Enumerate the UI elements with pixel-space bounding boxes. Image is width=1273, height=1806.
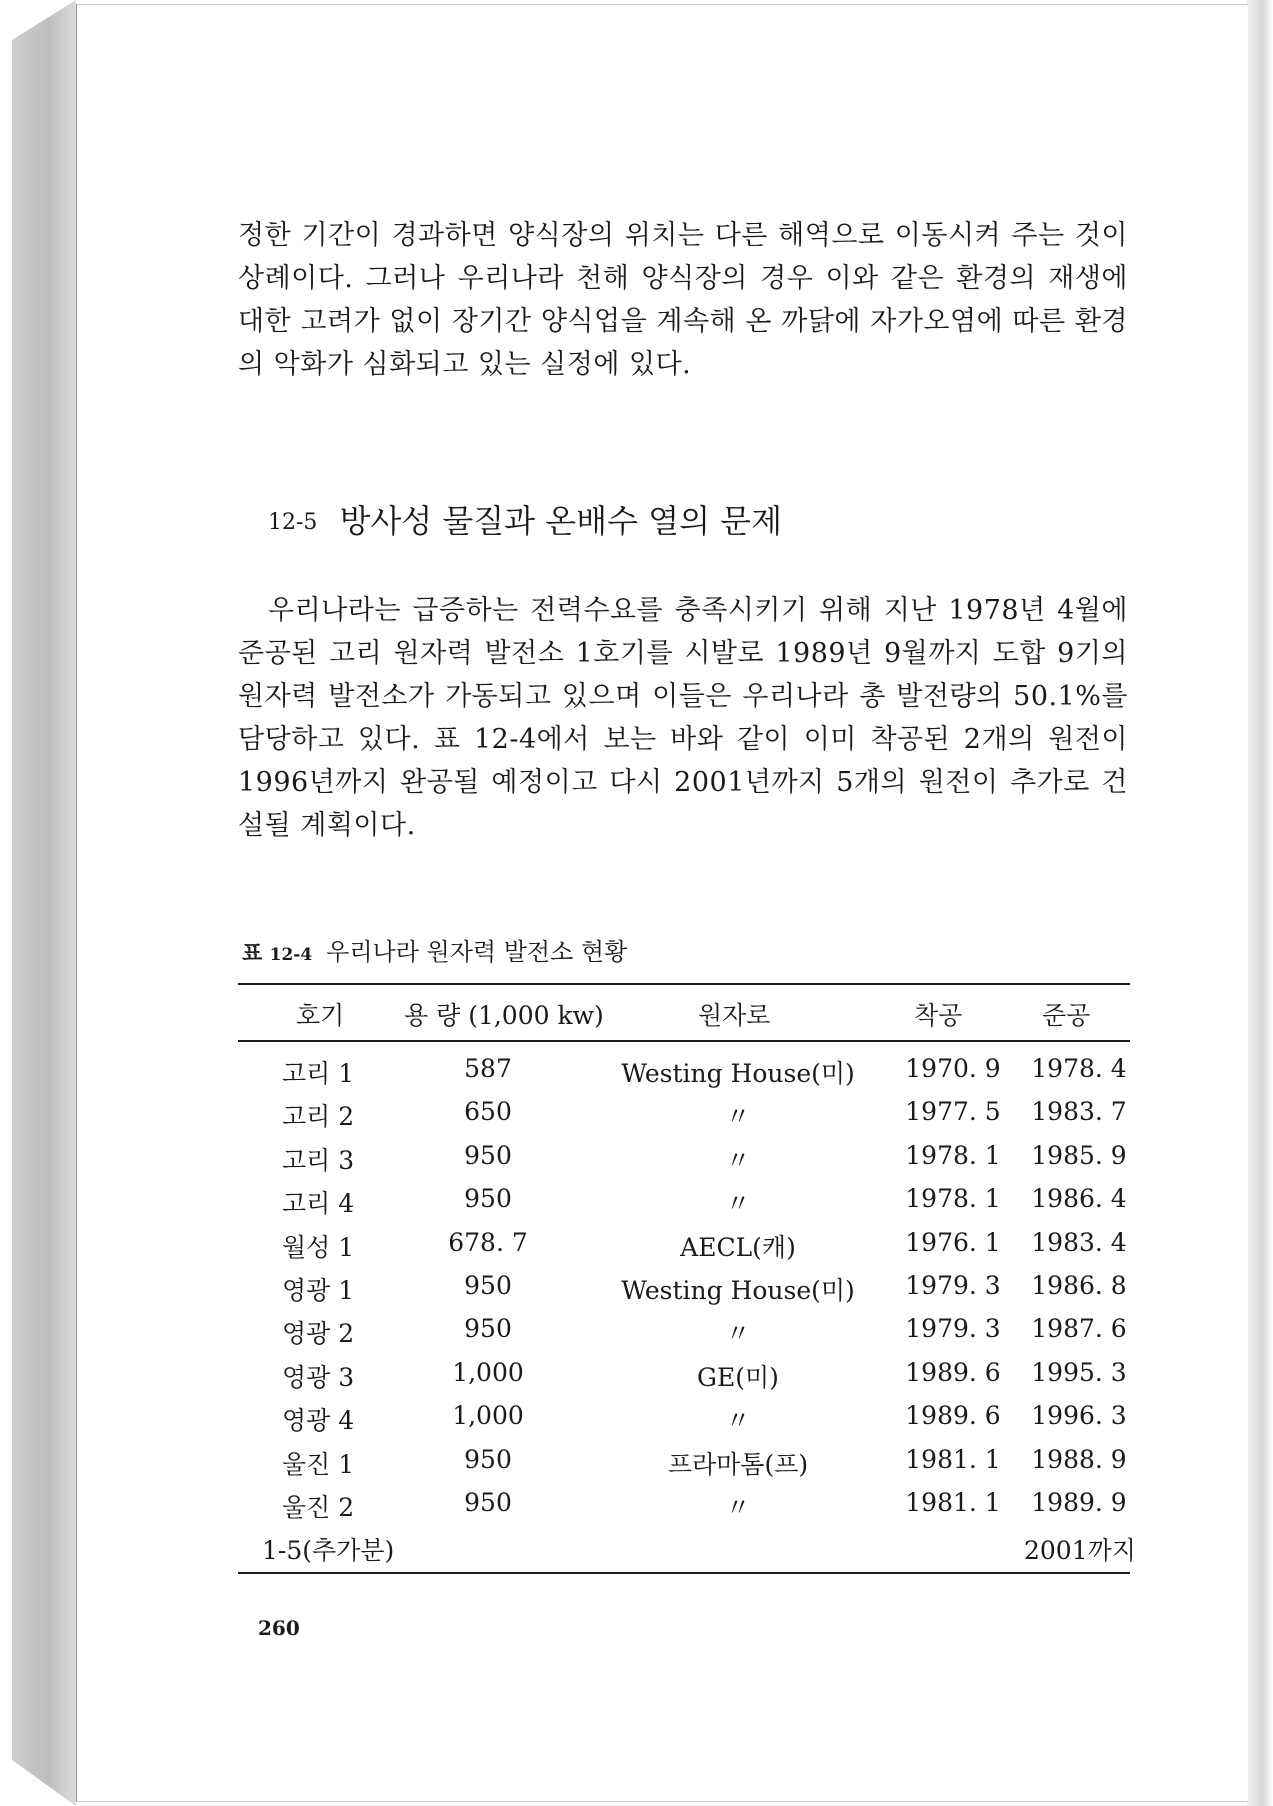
table-row xyxy=(238,1050,1130,1093)
table-caption xyxy=(242,932,627,967)
header-start: 착공 xyxy=(914,1001,963,1030)
cell-end: 1983. 4 xyxy=(1031,1227,1127,1257)
cell-unit: 울진 2 xyxy=(282,1492,355,1522)
cell-reactor: 〃 xyxy=(725,1319,751,1349)
header-unit: 호기 xyxy=(296,1001,345,1030)
table-caption-label: 표 12-4 xyxy=(242,940,313,965)
table-rule-bottom xyxy=(238,1572,1130,1574)
table-rule-top xyxy=(238,983,1130,985)
cell-start: 1977. 5 xyxy=(905,1097,1001,1127)
book-spine xyxy=(12,0,76,1806)
table-row xyxy=(238,1093,1130,1136)
cell-reactor: GE(미) xyxy=(697,1362,779,1392)
cell-reactor: 〃 xyxy=(725,1145,751,1175)
cell-capacity: 587 xyxy=(464,1054,512,1083)
paragraph-main: 우리나라는 급증하는 전력수요를 충족시키기 위해 지난 1978년 4월에 준공된 고리 원자력 발전소 1호기를 시발로 1989년 9월까지 도합 9기의 원자력 발전소가 가동되고 있으며 이들은 우리나라 총 발전량의 50.1%를 담당하고 있다. 표 12-4에서 보는 바와 같이 이미 착공된 2개의 원전이 1996년까지 완공될 예정이고 다시 2001년까지 5개의 원전이 추가로 건설될 계획이다. xyxy=(238,595,1128,841)
summary-end: 2001까지 xyxy=(1024,1536,1136,1566)
cell-unit: 영광 3 xyxy=(282,1362,355,1392)
cell-unit: 고리 2 xyxy=(282,1102,355,1132)
cell-start: 1970. 9 xyxy=(905,1054,1001,1083)
table-body xyxy=(238,1050,1136,1571)
cell-capacity: 950 xyxy=(464,1487,512,1517)
cell-end: 1989. 9 xyxy=(1031,1487,1127,1517)
cell-start: 1978. 1 xyxy=(905,1140,1001,1170)
table-caption-title: 우리나라 원자력 발전소 현황 xyxy=(326,938,628,966)
cell-reactor: 〃 xyxy=(725,1189,751,1219)
cell-unit: 월성 1 xyxy=(282,1232,355,1262)
cell-capacity: 950 xyxy=(464,1184,512,1214)
paragraph-intro: 정한 기간이 경과하면 양식장의 위치는 다른 해역으로 이동시켜 주는 것이 상례이다. 그러나 우리나라 천해 양식장의 경우 이와 같은 환경의 재생에 대한 고려가 없이 장기간 양식업을 계속해 온 까닭에 자가오염에 따른 환경의 악화가 심화되고 있는 실정에 있다. xyxy=(238,220,1128,380)
cell-capacity: 950 xyxy=(464,1270,512,1300)
cell-start: 1989. 6 xyxy=(905,1401,1001,1431)
table-row xyxy=(238,1441,1130,1484)
cell-unit: 고리 1 xyxy=(282,1059,355,1088)
cell-reactor: 프라마톰(프) xyxy=(667,1449,809,1479)
cell-capacity: 1,000 xyxy=(452,1401,524,1431)
table-row xyxy=(238,1224,1130,1267)
table-row xyxy=(238,1267,1130,1310)
cell-start: 1976. 1 xyxy=(905,1227,1001,1257)
cell-reactor: 〃 xyxy=(725,1102,751,1132)
book-edge xyxy=(1247,0,1273,1806)
cell-reactor: Westing House(미) xyxy=(621,1059,855,1088)
table-header xyxy=(238,990,1130,1036)
cell-end: 1978. 4 xyxy=(1031,1054,1127,1083)
cell-unit: 고리 4 xyxy=(282,1189,355,1219)
section-number: 12-5 xyxy=(268,510,318,535)
header-end: 준공 xyxy=(1042,1001,1091,1030)
cell-capacity: 950 xyxy=(464,1314,512,1344)
table-row xyxy=(238,1310,1130,1353)
cell-unit: 영광 1 xyxy=(282,1275,355,1305)
cell-end: 1985. 9 xyxy=(1031,1140,1127,1170)
cell-end: 1986. 4 xyxy=(1031,1184,1127,1214)
cell-unit: 영광 2 xyxy=(282,1319,355,1349)
cell-end: 1987. 6 xyxy=(1031,1314,1127,1344)
table-rule-header xyxy=(238,1040,1130,1042)
cell-end: 1996. 3 xyxy=(1031,1401,1127,1431)
cell-end: 1983. 7 xyxy=(1031,1097,1127,1127)
table-row xyxy=(238,1354,1130,1397)
cell-end: 1986. 8 xyxy=(1031,1270,1127,1300)
cell-capacity: 950 xyxy=(464,1444,512,1474)
table-summary-row xyxy=(238,1527,1136,1570)
cell-unit: 울진 1 xyxy=(282,1449,355,1479)
cell-reactor: AECL(캐) xyxy=(680,1232,796,1262)
cell-capacity: 1,000 xyxy=(452,1357,524,1387)
table-row xyxy=(238,1484,1130,1527)
cell-end: 1995. 3 xyxy=(1031,1357,1127,1387)
cell-unit: 영광 4 xyxy=(282,1406,355,1436)
table-row xyxy=(238,1137,1130,1180)
cell-reactor: 〃 xyxy=(725,1406,751,1436)
summary-label: 1-5(추가분) xyxy=(262,1536,395,1566)
cell-start: 1979. 3 xyxy=(905,1314,1001,1344)
cell-capacity: 650 xyxy=(464,1097,512,1127)
table-row xyxy=(238,1397,1130,1440)
cell-end: 1988. 9 xyxy=(1031,1444,1127,1474)
cell-capacity: 678. 7 xyxy=(448,1227,528,1257)
header-reactor: 원자로 xyxy=(698,1001,771,1030)
cell-start: 1989. 6 xyxy=(905,1357,1001,1387)
cell-reactor: Westing House(미) xyxy=(621,1275,855,1305)
cell-start: 1979. 3 xyxy=(905,1270,1001,1300)
cell-unit: 고리 3 xyxy=(282,1145,355,1175)
cell-start: 1978. 1 xyxy=(905,1184,1001,1214)
header-capacity: 용 량 (1,000 kw) xyxy=(404,1001,604,1030)
section-title: 방사성 물질과 온배수 열의 문제 xyxy=(339,502,782,540)
cell-reactor: 〃 xyxy=(725,1492,751,1522)
cell-start: 1981. 1 xyxy=(905,1487,1001,1517)
section-heading xyxy=(268,496,782,542)
cell-start: 1981. 1 xyxy=(905,1444,1001,1474)
page-number: 260 xyxy=(258,1616,300,1640)
cell-capacity: 950 xyxy=(464,1140,512,1170)
table-row xyxy=(238,1180,1130,1223)
